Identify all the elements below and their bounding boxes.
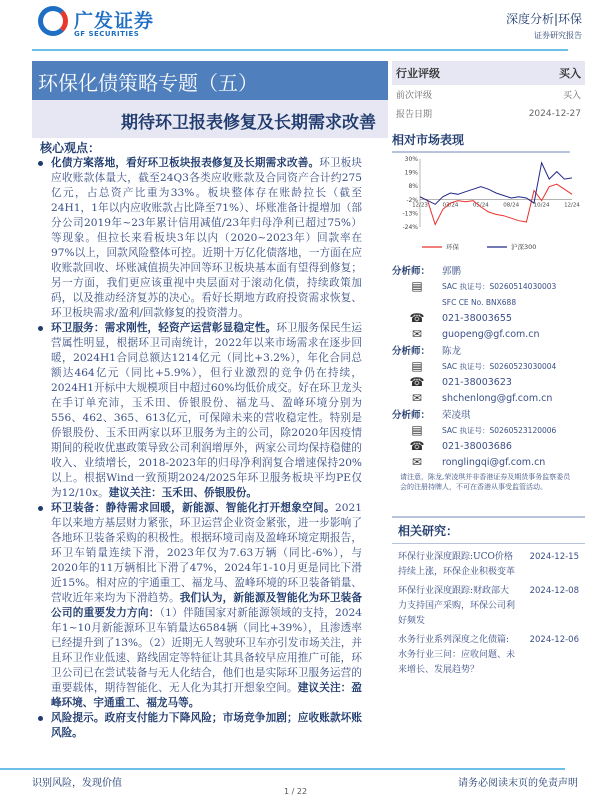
analyst-phone: 021-38003686 (442, 440, 512, 452)
analyst-row (392, 406, 585, 422)
phone-icon: ☎ (409, 375, 425, 389)
analyst-row (392, 262, 585, 278)
bullet-equipment (36, 501, 362, 711)
phone-row (392, 438, 585, 454)
analyst-label: 分析师： (392, 346, 431, 357)
certificate-icon: ▤ (411, 279, 423, 293)
footer-slogan: 识别风险，发现价值 (32, 778, 122, 789)
sac-number: SAC 执证号：S0260523030004 (442, 361, 557, 371)
divider (392, 543, 585, 544)
report-category: 深度分析|环保 (505, 12, 582, 26)
report-subtitle: 期待环卫报表修复及长期需求改善 (32, 100, 388, 138)
logo-mark-icon (38, 6, 68, 36)
bullet-text: 环卫服务保民生运营属性明显，根据环卫司南统计，2022年以来市场需求在逐步回暖，2024H1合同总额达1214亿元（同比+3.2%），年化合同总额达464亿元（同比+5.9%），但行业激烈的竞争仍在持续，2024H1开标中大规模项目中超过60%均低价成交。好在环卫龙头在手订单充沛，玉禾田、侨银股份、福龙马、盈峰环境分别为556、462、365、613亿元，可保障未来的营收稳定性。特别是侨银股份、玉禾田两家以环卫服务为主的公司，除2020年因疫情期间的税收优惠政策导致公司利润增厚外，两家公司均保持稳健的收入、业绩增长，2018-2023年的归母净利润复合增速保持20%以上。根据Wind一致预期2024/2025年环卫服务板块平均PE仅为12/10x。 (51, 322, 363, 499)
core-views-heading: 核心观点： (40, 141, 101, 155)
analyst-phone: 021-38003623 (442, 376, 512, 388)
bullet-heading: 环卫服务：需求刚性，轻资产运营彰显稳定性。 (51, 322, 277, 334)
analyst-phone: 021-38003655 (442, 312, 512, 324)
email-row (392, 454, 585, 470)
phone-row (392, 374, 585, 390)
logo-text-en: GF SECURITIES (74, 30, 140, 38)
certificate-icon: ▤ (411, 359, 423, 373)
x-tick-label: 12/24 (564, 202, 580, 209)
gf-securities-logo (38, 6, 163, 40)
relative-performance-chart (392, 155, 582, 255)
rating-value: 买入 (559, 67, 581, 80)
related-item[interactable] (398, 633, 579, 678)
x-tick-label: 03/24 (442, 202, 459, 209)
report-title: 环保化债策略专题（五） (32, 61, 388, 100)
analyst-row (392, 342, 585, 358)
logo-text: 广发证券 (74, 10, 155, 32)
date-label: 报告日期 (396, 110, 433, 120)
bullet-heading: 环卫装备：静待需求回暖，新能源、智能化打开想象空间。 (51, 502, 336, 514)
bullet-heading: 化债方案落地，看好环卫板块报表修复及长期需求改善。 (51, 157, 320, 169)
bullet-text: （1）伴随国家对新能源领域的支持，2024年1~10月新能源环卫车销量达6584辆（同比+39%），且渗透率已经提升到了13%。（2）近期无人驾驶环卫车亦引发市场关注，并且环卫作业低速、路线固定等特征让其具备较早应用推广可能，环卫公司已在尝试装备与无人化结合，他们也是实际环卫服务运营的重要载体，期待智能化、无人化为其打开想象空间。 (51, 607, 363, 694)
sac-number: SAC 执证号：S0260514030003 (442, 281, 557, 291)
analyst-email[interactable]: shchenlong@gf.com.cn (442, 392, 553, 404)
bullet-debt (36, 156, 362, 321)
y-tick-label: -2% (406, 196, 418, 204)
related-title[interactable]: 环保行业深度跟踪:UCO价格持续上涨，环保企业积极变革 (398, 552, 516, 577)
market-heading: 相对市场表现 (392, 133, 465, 147)
sfc-number: SFC CE No. BNX688 (442, 297, 517, 307)
x-tick-label: 05/24 (472, 202, 489, 209)
analysts (392, 262, 585, 494)
disclaimer-link[interactable]: 请务必阅读末页的免责声明 (458, 778, 578, 789)
divider (392, 151, 570, 153)
series-line-沪深300 (420, 163, 572, 205)
bullet-text: 环卫板块应收账款体量大，截至24Q3各类应收账款及合同资产合计约275亿元，占总资产比重为33%。板块整体存在账龄拉长（截至24H1，1年以内应收账款占比降至71%）、坏账准备计提增加（部分公司2019年~23年累计信用减值/23年归母净利已超过75%）等现象。但拉长来看板块3年以内（2020~2023年）回款率在97%以上，回款风险整体可控。近期十万亿化债落地，一方面在应收账款回收、坏账减值损失冲回等环卫板块基本面有望得到修复；另一方面，我们更应该重视中央层面对于滚动化债，持续政策加码，以及推动经济复苏的决心。看好长期地方政府投资需求恢复、环卫板块需求/盈利/回款修复的投资潜力。 (51, 157, 362, 319)
rating-box (392, 61, 585, 123)
related-date: 2024-12-06 (529, 635, 579, 645)
phone-icon: ☎ (409, 311, 425, 325)
risk-warning: 风险提示。政府支付能力下降风险；市场竞争加剧；应收账款坏账风险。 (51, 712, 362, 739)
y-tick-label: 19% (404, 169, 418, 177)
sac-row (392, 358, 585, 374)
email-icon: ✉ (411, 391, 423, 405)
phone-icon: ☎ (409, 439, 425, 453)
email-row (392, 390, 585, 406)
report-date: 2024-12-27 (528, 108, 581, 119)
certificate-icon: ▤ (411, 423, 423, 437)
market-section (392, 131, 585, 153)
analyst-name: 荣凌琪 (442, 410, 471, 421)
related-item[interactable] (398, 584, 579, 629)
rating-label: 行业评级 (396, 67, 440, 80)
core-views-list (36, 156, 362, 741)
analyst-name: 陈龙 (442, 346, 462, 357)
sac-number: SAC 执证号：S0260523120006 (442, 425, 557, 435)
related-date: 2024-12-15 (529, 552, 579, 562)
analyst-label: 分析师： (392, 266, 431, 277)
y-tick-label: -13% (402, 210, 418, 218)
bullet-text: 2021年以来地方基层财力紧张，环卫运营企业资金紧张，进一步影响了各地环卫装备采购的积极性。根据环境司南及盈峰环境定期报告，环卫车销量连续下滑，2023年仅为7.63万辆（同比-6%），与2020年的11万辆相比下滑了47%，2024年1-10月更是同比下滑近15%。相对应的宇通重工、福龙马、盈峰环境的环卫装备销量、营收近年来均为下滑趋势。 (51, 502, 362, 604)
related-heading: 相关研究： (398, 524, 459, 538)
bullet-risk (36, 711, 362, 741)
legend-label: 沪深300 (511, 243, 537, 251)
sac-row (392, 278, 585, 294)
related-date: 2024-12-08 (529, 586, 579, 596)
y-tick-label: 8% (408, 183, 418, 191)
bullet-service (36, 321, 362, 501)
analyst-email[interactable]: ronglingqi@gf.com.cn (442, 456, 546, 468)
y-tick-label: -24% (402, 224, 418, 231)
related-title[interactable]: 环保行业深度跟踪:财政部大力支持国产采购，环保公司利好频发 (398, 586, 516, 626)
analyst-email[interactable]: guopeng@gf.com.cn (442, 328, 540, 340)
x-tick-label: 08/24 (503, 202, 520, 209)
sfc-row (392, 294, 585, 310)
prev-rating-value: 买入 (562, 91, 581, 101)
page-number: 1 / 22 (284, 787, 308, 796)
related-title[interactable]: 水务行业系列深度之化债篇:水务行业三问：应收问题、未来增长、发展趋势？ (398, 635, 516, 675)
analyst-note: 请注意，陈龙,荣凌琪并非香港证券及期货事务监察委员会的注册持牌人，不可在香港从事受监管活动。 (400, 473, 571, 491)
report-type: 证券研究报告 (534, 31, 582, 40)
sac-row (392, 422, 585, 438)
email-icon: ✉ (411, 327, 423, 341)
footer-divider (0, 768, 565, 770)
analyst-label: 分析师： (392, 410, 431, 421)
phone-row (392, 310, 585, 326)
analyst-name: 郭鹏 (442, 266, 462, 277)
x-tick-label: 10/24 (533, 202, 550, 209)
y-tick-label: 30% (404, 156, 418, 163)
related-item[interactable] (398, 550, 579, 580)
header-divider (32, 49, 568, 51)
legend-label: 环保 (446, 243, 459, 251)
x-tick-label: 12/23 (412, 202, 428, 209)
recommendation: 建议关注：玉禾田、侨银股份。 (108, 487, 258, 499)
related-research (392, 516, 585, 682)
recommendation: 建议关注：盈峰环境、宇通重工、福龙马等。 (51, 682, 363, 709)
prev-rating-label: 前次评级 (396, 91, 433, 101)
bullet-emphasis: 我们认为，新能源及智能化为环卫装备公司的重要发力方向： (51, 592, 363, 619)
email-row (392, 326, 585, 342)
email-icon: ✉ (411, 455, 423, 469)
